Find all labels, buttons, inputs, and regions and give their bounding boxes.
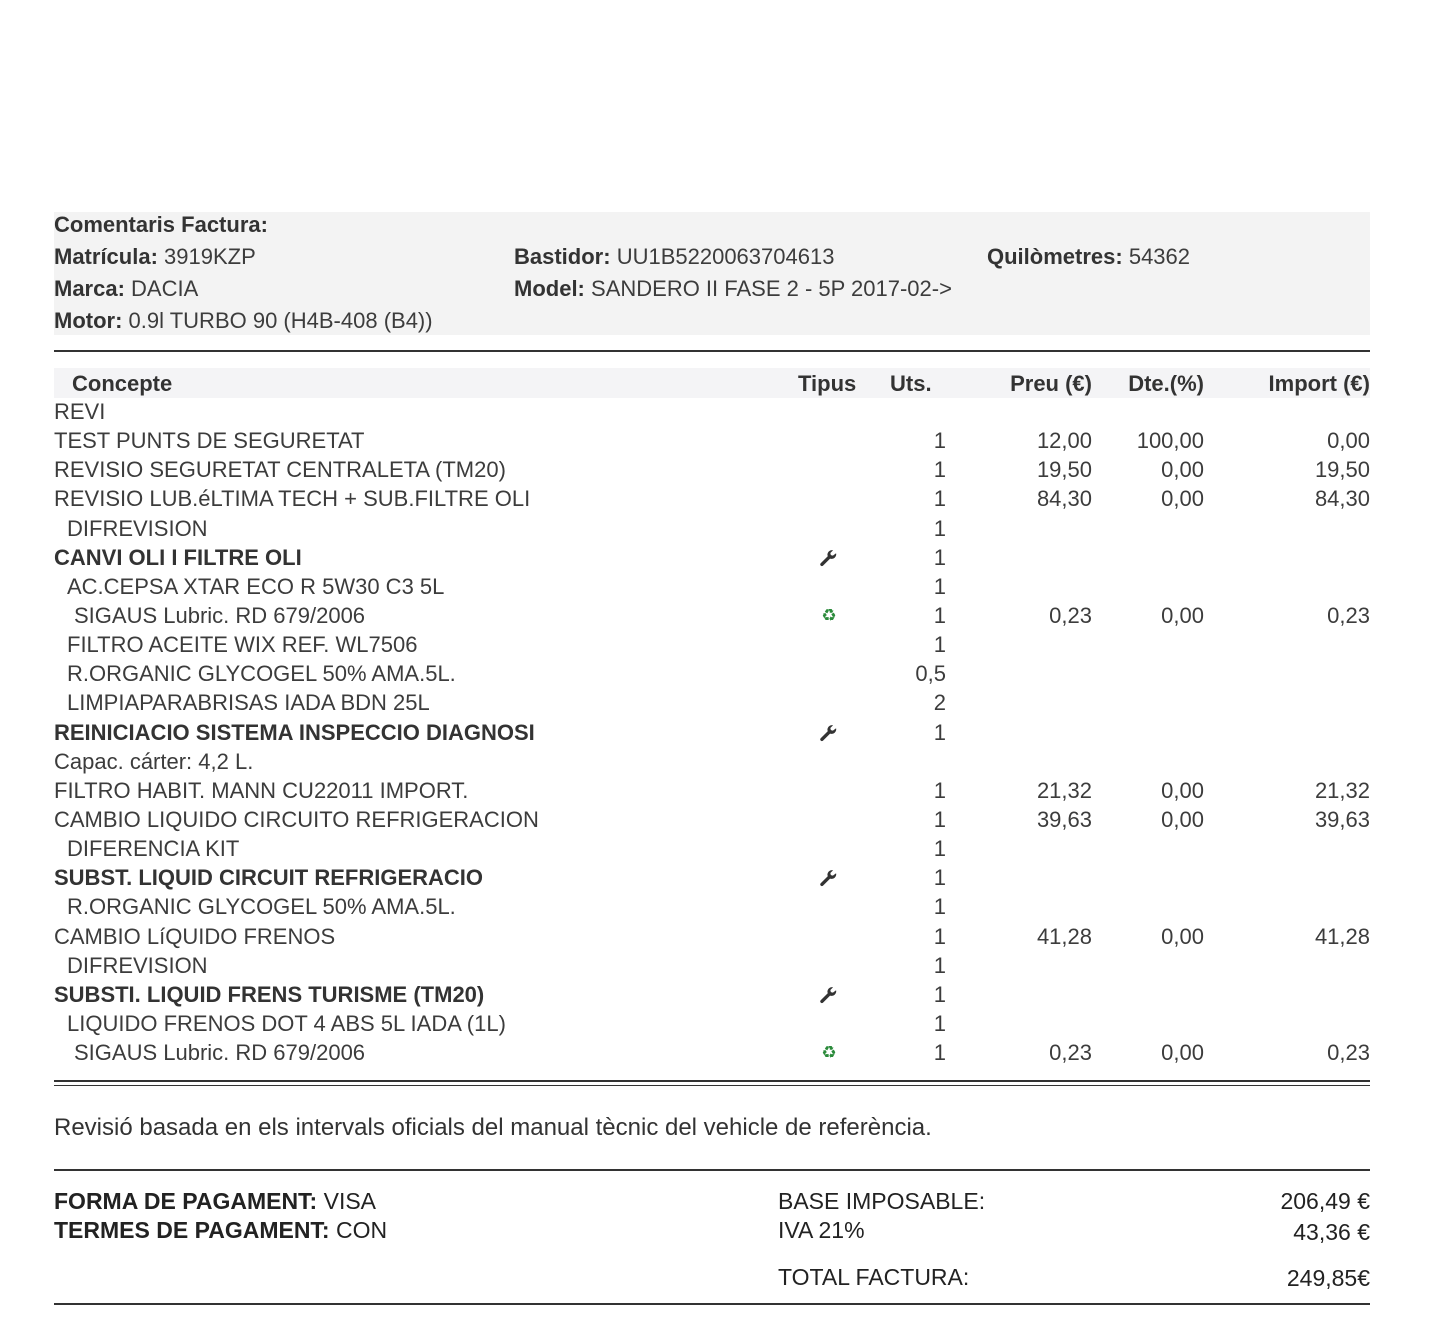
table-row: [54, 748, 1370, 777]
chassis-label: Bastidor:: [514, 244, 611, 269]
table-row: [54, 1010, 1370, 1039]
recycle-icon: ♻: [821, 605, 837, 625]
table-row: [54, 515, 1370, 544]
table-row: [54, 1039, 1370, 1068]
cell-type: [818, 868, 840, 888]
cell-units: 1: [933, 1040, 946, 1066]
cell-concept: SUBST. LIQUID CIRCUIT REFRIGERACIO: [54, 865, 484, 891]
payment-method-label: FORMA DE PAGAMENT:: [54, 1188, 318, 1214]
table-row: [54, 485, 1370, 514]
cell-concept: SIGAUS Lubric. RD 679/2006: [74, 1040, 366, 1066]
table-row: [54, 427, 1370, 456]
km-field: [987, 244, 1190, 270]
header-concept: Concepte: [72, 371, 173, 396]
vat-value: 43,36 €: [1293, 1219, 1370, 1245]
wrench-icon: [818, 985, 840, 1005]
table-row: [54, 923, 1370, 952]
chassis-value: UU1B5220063704613: [616, 244, 835, 269]
cell-concept: REVI: [54, 399, 106, 424]
plate-label: Matrícula:: [54, 244, 158, 269]
cell-units: 1: [933, 1010, 946, 1036]
table-row: [54, 806, 1370, 835]
vat-label: IVA 21%: [778, 1217, 865, 1243]
comments-label: Comentaris Factura:: [54, 212, 268, 237]
cell-concept: SIGAUS Lubric. RD 679/2006: [74, 602, 366, 628]
cell-amount: 0,23: [1327, 602, 1370, 628]
wrench-icon: [818, 723, 840, 743]
cell-discount: 100,00: [1136, 428, 1204, 454]
cell-amount: 0,00: [1327, 428, 1370, 454]
engine-field: [54, 308, 433, 334]
cell-concept: CAMBIO LíQUIDO FRENOS: [54, 923, 336, 949]
payment-method-value: VISA: [323, 1188, 377, 1214]
cell-units: 1: [933, 719, 946, 745]
cell-concept: LIQUIDO FRENOS DOT 4 ABS 5L IADA (1L): [67, 1010, 506, 1036]
base-label: BASE IMPOSABLE:: [778, 1188, 986, 1214]
cell-amount: 41,28: [1314, 923, 1370, 949]
table-row: [54, 398, 1370, 427]
table-row: [54, 981, 1370, 1010]
cell-units: 1: [933, 602, 946, 628]
table-row: [54, 631, 1370, 660]
header-amount: Import (€): [1268, 371, 1370, 396]
header-units: Uts.: [890, 371, 932, 396]
cell-price: 19,50: [1036, 457, 1092, 483]
wrench-icon: [818, 548, 840, 568]
cell-concept: REVISIO SEGURETAT CENTRALETA (TM20): [54, 457, 506, 483]
cell-type: [818, 985, 840, 1005]
cell-amount: 0,23: [1327, 1040, 1370, 1066]
model-field: [514, 276, 952, 302]
header-price: Preu (€): [1010, 371, 1092, 396]
engine-label: Motor:: [54, 308, 123, 333]
cell-discount: 0,00: [1161, 1040, 1204, 1066]
cell-units: 1: [933, 428, 946, 454]
cell-price: 39,63: [1036, 806, 1092, 832]
cell-units: 1: [933, 573, 946, 599]
cell-price: 0,23: [1049, 1040, 1092, 1066]
cell-price: 84,30: [1036, 486, 1092, 512]
payment-method: [54, 1188, 376, 1215]
cell-concept: Capac. cárter: 4,2 L.: [54, 748, 254, 774]
cell-units: 2: [933, 690, 946, 716]
header-discount: Dte.(%): [1128, 371, 1204, 396]
cell-discount: 0,00: [1161, 486, 1204, 512]
table-row: [54, 573, 1370, 602]
brand-field: [54, 276, 198, 302]
model-value: SANDERO II FASE 2 - 5P 2017-02->: [591, 276, 952, 301]
cell-concept: REVISIO LUB.éLTIMA TECH + SUB.FILTRE OLI: [54, 486, 531, 512]
cell-price: 0,23: [1049, 602, 1092, 628]
cell-discount: 0,00: [1161, 457, 1204, 483]
cell-units: 1: [933, 894, 946, 920]
cell-units: 1: [933, 806, 946, 832]
chassis-field: [514, 244, 834, 270]
divider: [54, 1169, 1370, 1171]
plate-value: 3919KZP: [164, 244, 256, 269]
table-body: [54, 398, 1370, 1068]
cell-discount: 0,00: [1161, 777, 1204, 803]
cell-units: 1: [933, 836, 946, 862]
cell-amount: 19,50: [1314, 457, 1370, 483]
model-label: Model:: [514, 276, 585, 301]
cell-price: 21,32: [1036, 777, 1092, 803]
cell-discount: 0,00: [1161, 806, 1204, 832]
cell-concept: REINICIACIO SISTEMA INSPECCIO DIAGNOSI: [54, 719, 535, 745]
engine-value: 0.9l TURBO 90 (H4B-408 (B4)): [128, 308, 433, 333]
cell-concept: R.ORGANIC GLYCOGEL 50% AMA.5L.: [67, 661, 456, 687]
table-row: [54, 893, 1370, 922]
cell-discount: 0,00: [1161, 602, 1204, 628]
km-value: 54362: [1128, 244, 1191, 269]
table-row: [54, 456, 1370, 485]
table-row: [54, 777, 1370, 806]
table-row: [54, 544, 1370, 573]
cell-units: 1: [933, 981, 946, 1007]
cell-units: 1: [933, 544, 946, 570]
table-row: [54, 689, 1370, 718]
header-type: Tipus: [798, 371, 857, 396]
divider: [54, 350, 1370, 352]
vehicle-info: [54, 212, 1370, 335]
cell-concept: CANVI OLI I FILTRE OLI: [54, 544, 302, 570]
table-row: [54, 660, 1370, 689]
cell-type: [818, 1043, 840, 1063]
brand-label: Marca:: [54, 276, 125, 301]
cell-concept: DIFREVISION: [67, 515, 208, 541]
cell-concept: LIMPIAPARABRISAS IADA BDN 25L: [67, 690, 430, 716]
cell-price: 41,28: [1036, 923, 1092, 949]
total-value: 249,85€: [1286, 1265, 1370, 1291]
cell-concept: TEST PUNTS DE SEGURETAT: [54, 428, 365, 454]
cell-units: 1: [933, 515, 946, 541]
cell-units: 1: [933, 632, 946, 658]
invoice-note: Revisió basada en els intervals oficials del manual tècnic del vehicle de referència.: [54, 1114, 932, 1141]
cell-discount: 0,00: [1161, 923, 1204, 949]
table-row: [54, 719, 1370, 748]
plate-field: [54, 244, 256, 270]
table-row: [54, 602, 1370, 631]
cell-units: 1: [933, 923, 946, 949]
table-row: [54, 835, 1370, 864]
table-header: [54, 368, 1370, 398]
base-value: 206,49 €: [1280, 1188, 1370, 1214]
cell-amount: 39,63: [1314, 806, 1370, 832]
cell-concept: AC.CEPSA XTAR ECO R 5W30 C3 5L: [67, 573, 445, 599]
cell-units: 0,5: [915, 661, 946, 687]
table-row: [54, 952, 1370, 981]
divider: [54, 1080, 1370, 1086]
cell-units: 1: [933, 457, 946, 483]
wrench-icon: [818, 868, 840, 888]
payment-terms-label: TERMES DE PAGAMENT:: [54, 1217, 330, 1243]
cell-amount: 21,32: [1314, 777, 1370, 803]
cell-units: 1: [933, 952, 946, 978]
total-label: TOTAL FACTURA:: [778, 1264, 970, 1290]
divider: [54, 1303, 1370, 1305]
recycle-icon: ♻: [821, 1043, 837, 1063]
payment-terms: [54, 1217, 387, 1244]
cell-concept: SUBSTI. LIQUID FRENS TURISME (TM20): [54, 981, 485, 1007]
cell-type: [818, 606, 840, 626]
cell-units: 1: [933, 486, 946, 512]
cell-concept: R.ORGANIC GLYCOGEL 50% AMA.5L.: [67, 894, 456, 920]
brand-value: DACIA: [131, 276, 199, 301]
km-label: Quilòmetres:: [987, 244, 1123, 269]
table-row: [54, 864, 1370, 893]
cell-amount: 84,30: [1314, 486, 1370, 512]
cell-type: [818, 723, 840, 743]
cell-concept: CAMBIO LIQUIDO CIRCUITO REFRIGERACION: [54, 806, 539, 832]
payment-terms-value: CON: [335, 1217, 388, 1243]
cell-concept: FILTRO ACEITE WIX REF. WL7506: [67, 632, 418, 658]
cell-concept: DIFREVISION: [67, 952, 208, 978]
cell-type: [818, 548, 840, 568]
cell-units: 1: [933, 865, 946, 891]
cell-price: 12,00: [1036, 428, 1092, 454]
cell-concept: FILTRO HABIT. MANN CU22011 IMPORT.: [54, 777, 469, 803]
cell-concept: DIFERENCIA KIT: [67, 836, 240, 862]
cell-units: 1: [933, 777, 946, 803]
